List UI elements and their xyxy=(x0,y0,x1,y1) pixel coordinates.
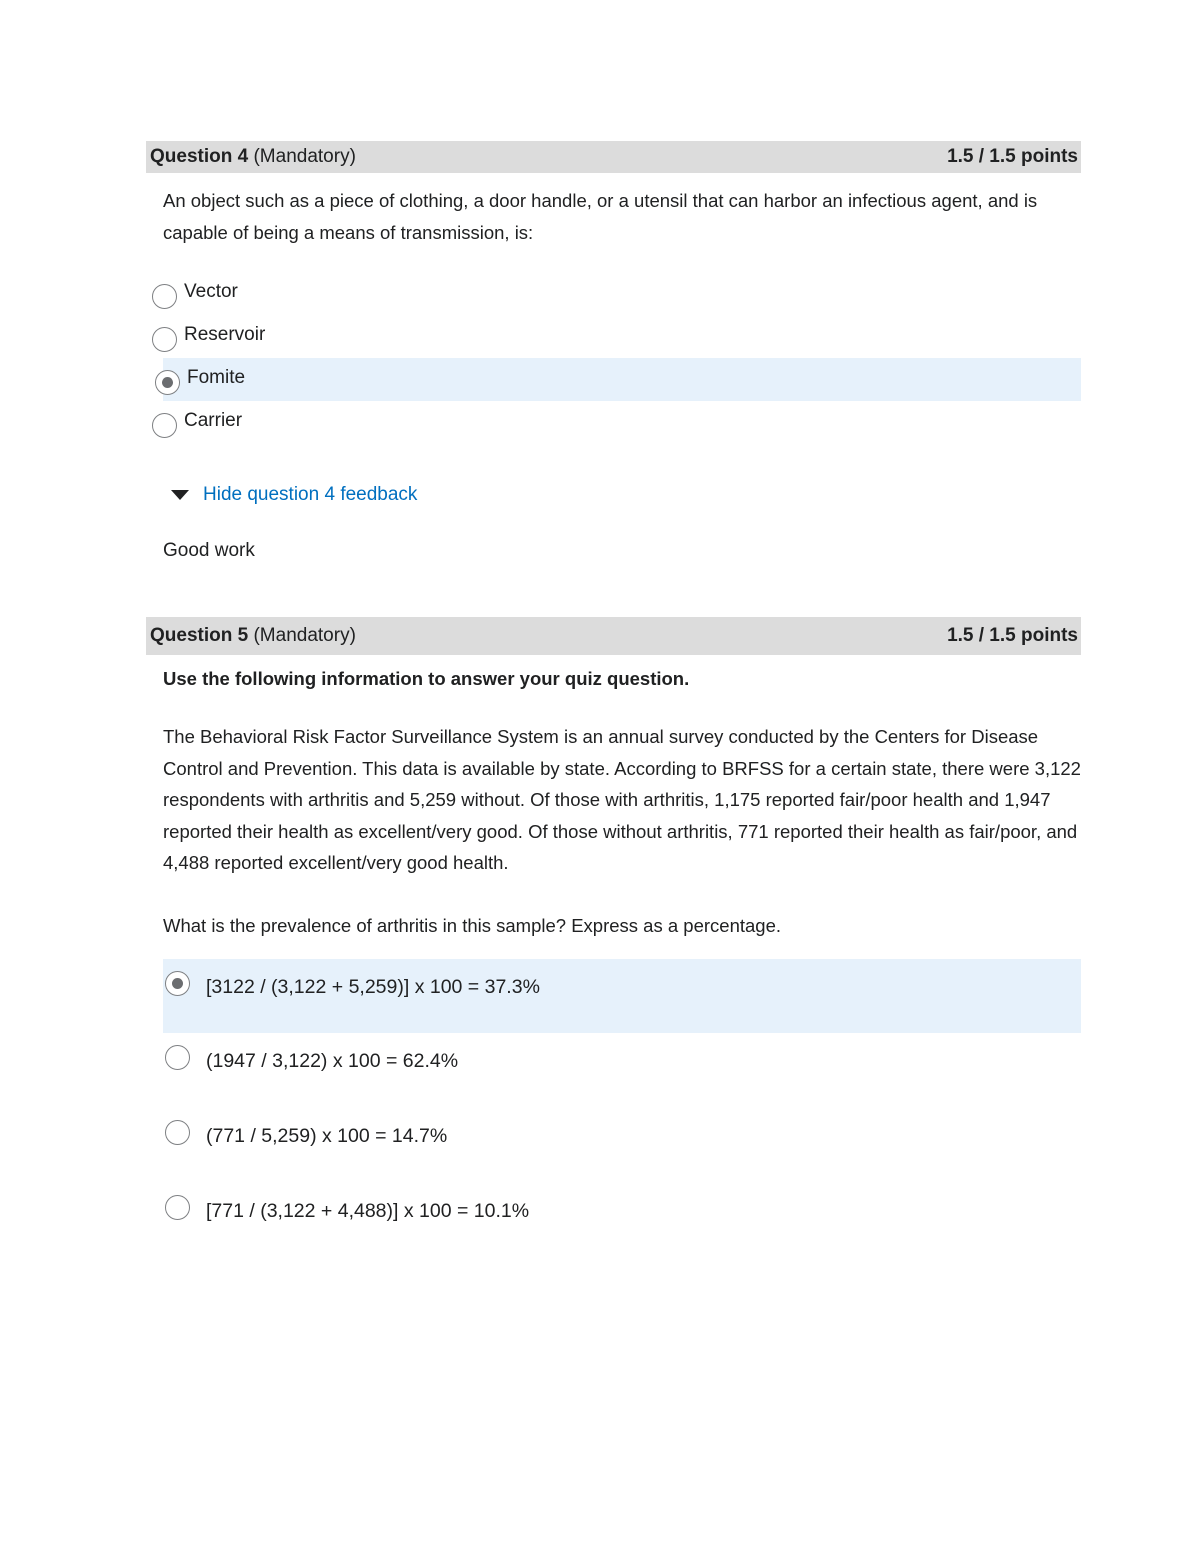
quiz-results xyxy=(146,141,1081,1258)
answer-option[interactable] xyxy=(149,401,1081,444)
question-header xyxy=(146,617,1081,655)
radio-button[interactable] xyxy=(152,413,177,438)
question-points: 1.5 / 1.5 points xyxy=(947,146,1078,167)
answer-label: [3122 / (3,122 + 5,259)] x 100 = 37.3% xyxy=(206,976,540,998)
radio-selected-dot xyxy=(172,978,183,989)
answer-label: Carrier xyxy=(184,409,243,431)
question-passage: The Behavioral Risk Factor Surveillance System is an annual survey conducted by the Centers for Disease Control and Prevention. This data is available by state. According to BRFSS for a certain state, there were 3,122 respondents with arthritis and 5,259 without. Of those with arthritis, 1,175 reported fair/poor health and 1,947 reported their health as excellent/very good. Of those without arthritis, 771 reported their health as fair/poor, and 4,488 reported excellent/very good health. xyxy=(163,726,1081,873)
question-4 xyxy=(146,141,1081,562)
answer-label: (771 / 5,259) x 100 = 14.7% xyxy=(206,1125,448,1147)
mandatory-label: (Mandatory) xyxy=(253,146,356,167)
radio-button[interactable] xyxy=(165,1045,190,1070)
question-text: What is the prevalence of arthritis in this sample? Express as a percentage. xyxy=(163,914,781,936)
question-instruction: Use the following information to answer your quiz question. xyxy=(163,668,690,689)
question-title xyxy=(150,625,356,647)
feedback-text: Good work xyxy=(163,540,255,561)
answer-label: [771 / (3,122 + 4,488)] x 100 = 10.1% xyxy=(206,1200,530,1222)
question-number: Question 4 xyxy=(150,146,249,167)
radio-button[interactable] xyxy=(152,327,177,352)
answer-label: (1947 / 3,122) x 100 = 62.4% xyxy=(206,1050,459,1072)
hide-feedback-toggle[interactable] xyxy=(171,484,1081,506)
question-body xyxy=(146,185,1081,562)
mandatory-label: (Mandatory) xyxy=(253,625,356,646)
answer-label: Vector xyxy=(184,280,238,302)
question-header xyxy=(146,141,1081,173)
answer-option-selected[interactable] xyxy=(163,358,1081,401)
caret-down-icon xyxy=(171,490,189,500)
answer-label: Fomite xyxy=(187,366,246,388)
radio-button[interactable] xyxy=(165,1120,190,1145)
answer-option-selected[interactable] xyxy=(163,959,1081,1033)
hide-feedback-link[interactable]: Hide question 4 feedback xyxy=(203,484,418,505)
question-points: 1.5 / 1.5 points xyxy=(947,625,1078,646)
answer-label: Reservoir xyxy=(184,323,266,345)
question-number: Question 5 xyxy=(150,625,249,646)
answer-option[interactable] xyxy=(163,1183,1081,1258)
radio-button[interactable] xyxy=(152,284,177,309)
answer-options xyxy=(163,272,1081,444)
question-text: An object such as a piece of clothing, a door handle, or a utensil that can harbor an infectious agent, and is capable of being a means of transmission, is: xyxy=(163,190,1038,243)
radio-button-selected[interactable] xyxy=(155,370,180,395)
radio-button[interactable] xyxy=(165,1195,190,1220)
answer-option[interactable] xyxy=(149,272,1081,315)
answer-option[interactable] xyxy=(163,1108,1081,1183)
question-title xyxy=(150,146,356,168)
question-5 xyxy=(146,617,1081,1258)
radio-button-selected[interactable] xyxy=(165,971,190,996)
question-body xyxy=(146,655,1081,1258)
radio-selected-dot xyxy=(162,377,173,388)
answer-option[interactable] xyxy=(163,1033,1081,1108)
answer-options xyxy=(163,959,1081,1258)
answer-option[interactable] xyxy=(149,315,1081,358)
